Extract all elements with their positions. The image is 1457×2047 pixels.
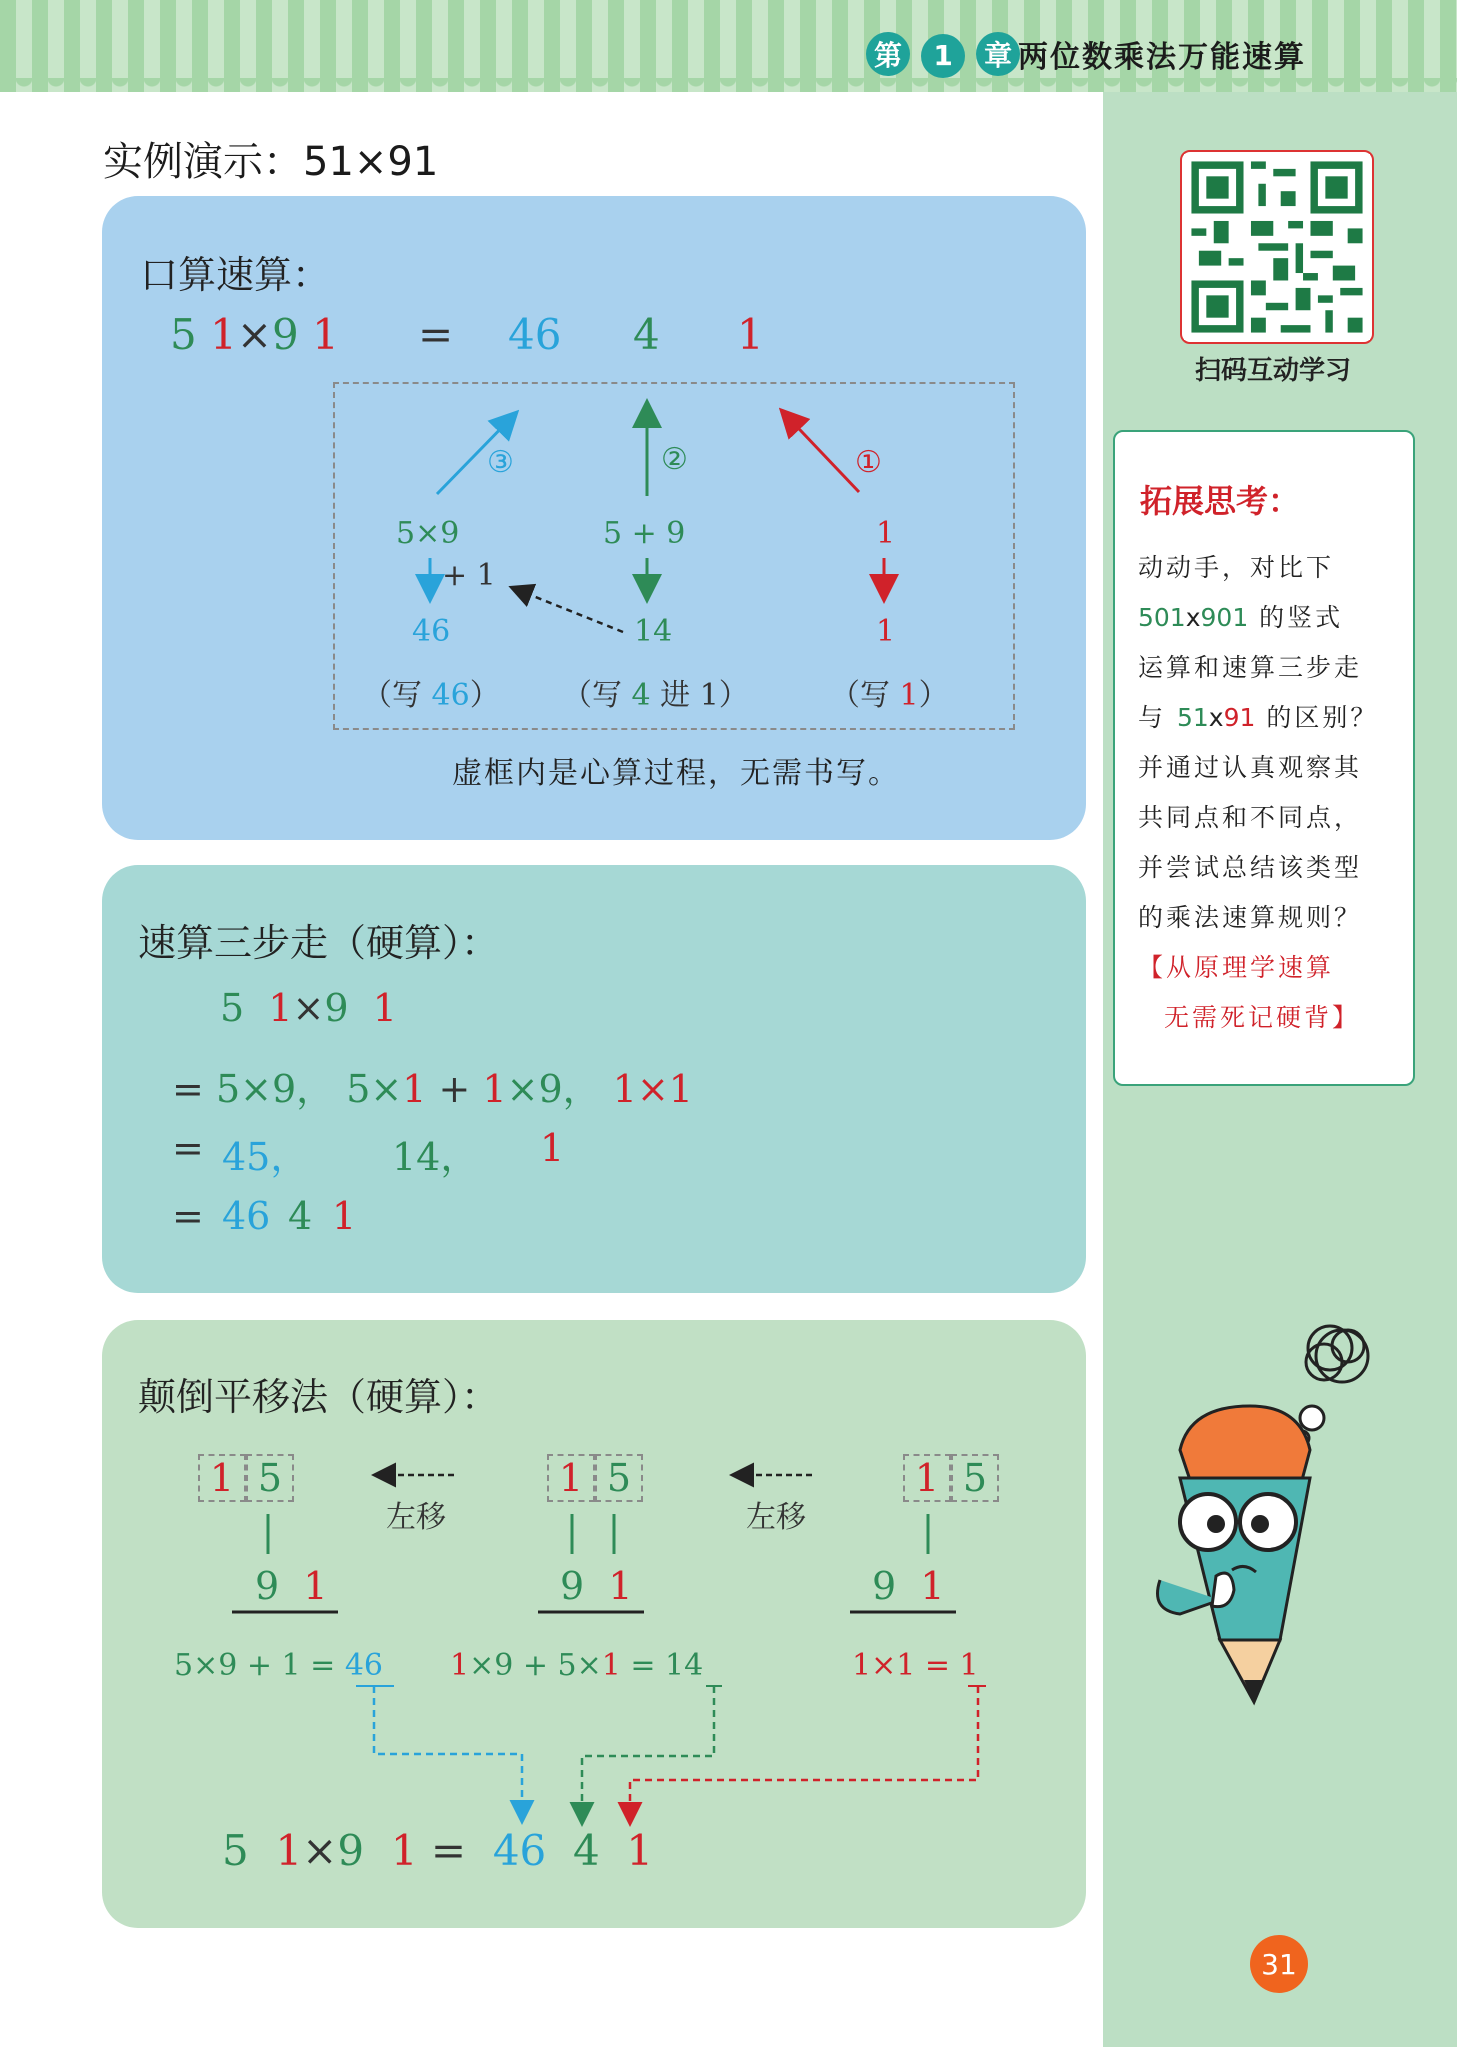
step-1-marker: ① — [855, 445, 882, 480]
oral-title: 口算速算： — [140, 253, 331, 297]
steps-line-3-v3: 1 — [332, 1194, 357, 1238]
steps-line-2-eq: = — [172, 1126, 204, 1170]
digit: 5 — [220, 986, 245, 1030]
steps-line-3-eq: = — [172, 1194, 204, 1238]
part: + — [426, 1067, 483, 1111]
digit: 1 — [312, 310, 339, 359]
steps-line-3-v1: 46 — [222, 1194, 271, 1238]
flip-box-digit: 5 — [951, 1454, 999, 1502]
note-value: 1 — [899, 678, 919, 713]
think-line: 【从原理学速算 — [1138, 953, 1335, 982]
qr-caption: 扫码互动学习 — [1195, 356, 1352, 386]
col3-result: 1 — [876, 614, 896, 649]
think-title: 拓展思考： — [1140, 482, 1301, 520]
col2-expression: 5 + 9 — [603, 516, 686, 551]
note-text: （写 — [362, 678, 432, 713]
col3-note — [830, 670, 949, 714]
expr: × — [871, 1648, 897, 1683]
page-number: 31 — [1250, 1935, 1308, 1993]
answer: 46 — [344, 1648, 384, 1683]
digit: 1 — [210, 310, 237, 359]
digit: 9 — [255, 1564, 280, 1608]
times-sign: × — [302, 1826, 338, 1875]
result-part: 1 — [626, 1826, 654, 1875]
digit: 1 — [920, 1564, 945, 1608]
digit: 9 — [272, 310, 299, 359]
equals-sign: = — [172, 1067, 204, 1111]
note-value: 46 — [431, 678, 470, 713]
expr: ×9 + 5× — [469, 1648, 602, 1683]
green-number: 501 — [1138, 603, 1186, 632]
digit: 1 — [608, 1564, 633, 1608]
col1-expression: 5×9 — [396, 516, 460, 551]
col1-plus-one: + 1 — [442, 558, 496, 593]
digit: 1 — [303, 1564, 328, 1608]
result-part: 46 — [492, 1826, 547, 1875]
note-text: （写 — [562, 678, 632, 713]
times-x: x — [1185, 603, 1201, 632]
think-text: 的竖式 — [1248, 603, 1344, 632]
flip-box-digit: 5 — [246, 1454, 294, 1502]
three-steps-title: 速算三步走（硬算）： — [138, 921, 500, 965]
chapter-prefix-badge: 第 — [866, 32, 910, 76]
part: 1 — [402, 1067, 427, 1111]
times-sign: × — [236, 310, 273, 359]
steps-line-3-v2: 4 — [288, 1194, 313, 1238]
flip-base-2 — [560, 1564, 633, 1608]
result-part-1: 46 — [508, 310, 562, 359]
steps-line-1 — [172, 1058, 693, 1113]
step-2-marker: ② — [661, 442, 688, 477]
part: 1 — [482, 1067, 507, 1111]
digit: 1 — [372, 986, 397, 1030]
expr: = 1 — [620, 1648, 685, 1683]
col1-result: 46 — [412, 614, 451, 649]
col1-note — [362, 670, 500, 714]
col3-expression: 1 — [876, 516, 896, 551]
think-line: 并尝试总结该类型 — [1138, 853, 1363, 882]
steps-line-2-v1: 45， — [222, 1135, 309, 1179]
qr-code-icon — [1184, 154, 1370, 340]
think-line — [1138, 698, 1378, 734]
oral-equation — [170, 310, 339, 359]
note-text: 进 1） — [650, 678, 749, 713]
times-sign: × — [292, 986, 325, 1030]
chapter-label — [866, 32, 1020, 78]
think-line: 的乘法速算规则？ — [1138, 903, 1363, 932]
think-line: 无需死记硬背】 — [1164, 1003, 1361, 1032]
expr: 1 — [450, 1648, 470, 1683]
think-line: 并通过认真观察其 — [1138, 753, 1363, 782]
times-x: x — [1208, 703, 1224, 732]
digit: 1 — [268, 986, 293, 1030]
chapter-suffix-badge: 章 — [976, 32, 1020, 76]
flip-box-digit: 5 — [595, 1454, 643, 1502]
digit: 9 — [337, 1826, 365, 1875]
flip-base-1 — [255, 1564, 328, 1608]
steps-line-2-v2: 14， — [392, 1135, 479, 1179]
steps-line-0 — [220, 986, 397, 1030]
note-text: ） — [918, 678, 949, 713]
oral-footnote: 虚框内是心算过程，无需书写。 — [452, 756, 900, 791]
chapter-title: 两位数乘法万能速算 — [1018, 40, 1306, 75]
equals-sign: = — [430, 1826, 467, 1875]
steps-line-2-v3: 1 — [540, 1126, 565, 1170]
think-text: 与 — [1138, 703, 1177, 732]
flip-box-digit: 1 — [198, 1454, 246, 1502]
digit: 9 — [560, 1564, 585, 1608]
part: 1×1 — [612, 1067, 693, 1111]
col2-note — [562, 670, 749, 714]
qr-code[interactable] — [1180, 150, 1374, 344]
green-number: 901 — [1200, 603, 1249, 632]
step-3-marker: ③ — [487, 445, 514, 480]
example-heading: 实例演示：51×91 — [103, 139, 439, 185]
flip-shift-title: 颠倒平移法（硬算）： — [138, 1375, 500, 1419]
part: ×9， — [506, 1067, 601, 1111]
think-line: 动动手，对比下 — [1138, 553, 1335, 582]
note-text: （写 — [830, 678, 900, 713]
note-value: 4 — [631, 678, 651, 713]
chapter-number-badge: 1 — [921, 34, 965, 78]
think-line: 运算和速算三步走 — [1138, 653, 1363, 682]
note-text: ） — [469, 678, 500, 713]
part: 5×9， — [215, 1067, 335, 1111]
expr: 5×9 + 1 = — [174, 1648, 345, 1683]
flip-equation-2 — [450, 1648, 703, 1683]
digit: 9 — [872, 1564, 897, 1608]
result-part-3: 1 — [737, 310, 764, 359]
part: 5× — [346, 1067, 403, 1111]
col2-result: 14 — [634, 614, 673, 649]
answer: 1 — [959, 1648, 979, 1683]
think-line — [1138, 598, 1343, 634]
think-text: 的区别？ — [1255, 703, 1379, 732]
shift-left-label: 左移 — [386, 1500, 446, 1535]
expr: 1 — [601, 1648, 621, 1683]
green-number: 51 — [1176, 703, 1209, 732]
digit: 5 — [170, 310, 197, 359]
digit: 1 — [275, 1826, 303, 1875]
flip-final-equation — [222, 1826, 653, 1875]
think-line: 共同点和不同点， — [1138, 803, 1363, 832]
shift-left-label: 左移 — [746, 1500, 806, 1535]
digit: 5 — [222, 1826, 249, 1875]
answer: 4 — [684, 1648, 704, 1683]
result-part: 4 — [572, 1826, 600, 1875]
pencil-mascot-icon — [1120, 1310, 1400, 1730]
expr: = — [915, 1648, 960, 1683]
digit: 1 — [390, 1826, 418, 1875]
red-number: 91 — [1223, 703, 1256, 732]
result-part-2: 4 — [633, 310, 660, 359]
digit: 9 — [324, 986, 349, 1030]
flip-equation-3 — [852, 1648, 979, 1683]
expr: 1 — [852, 1648, 872, 1683]
expr: 1 — [896, 1648, 916, 1683]
flip-base-3 — [872, 1564, 945, 1608]
flip-box-digit: 1 — [547, 1454, 595, 1502]
flip-box-digit: 1 — [903, 1454, 951, 1502]
equals-sign: = — [418, 310, 454, 359]
flip-equation-1 — [174, 1648, 383, 1683]
